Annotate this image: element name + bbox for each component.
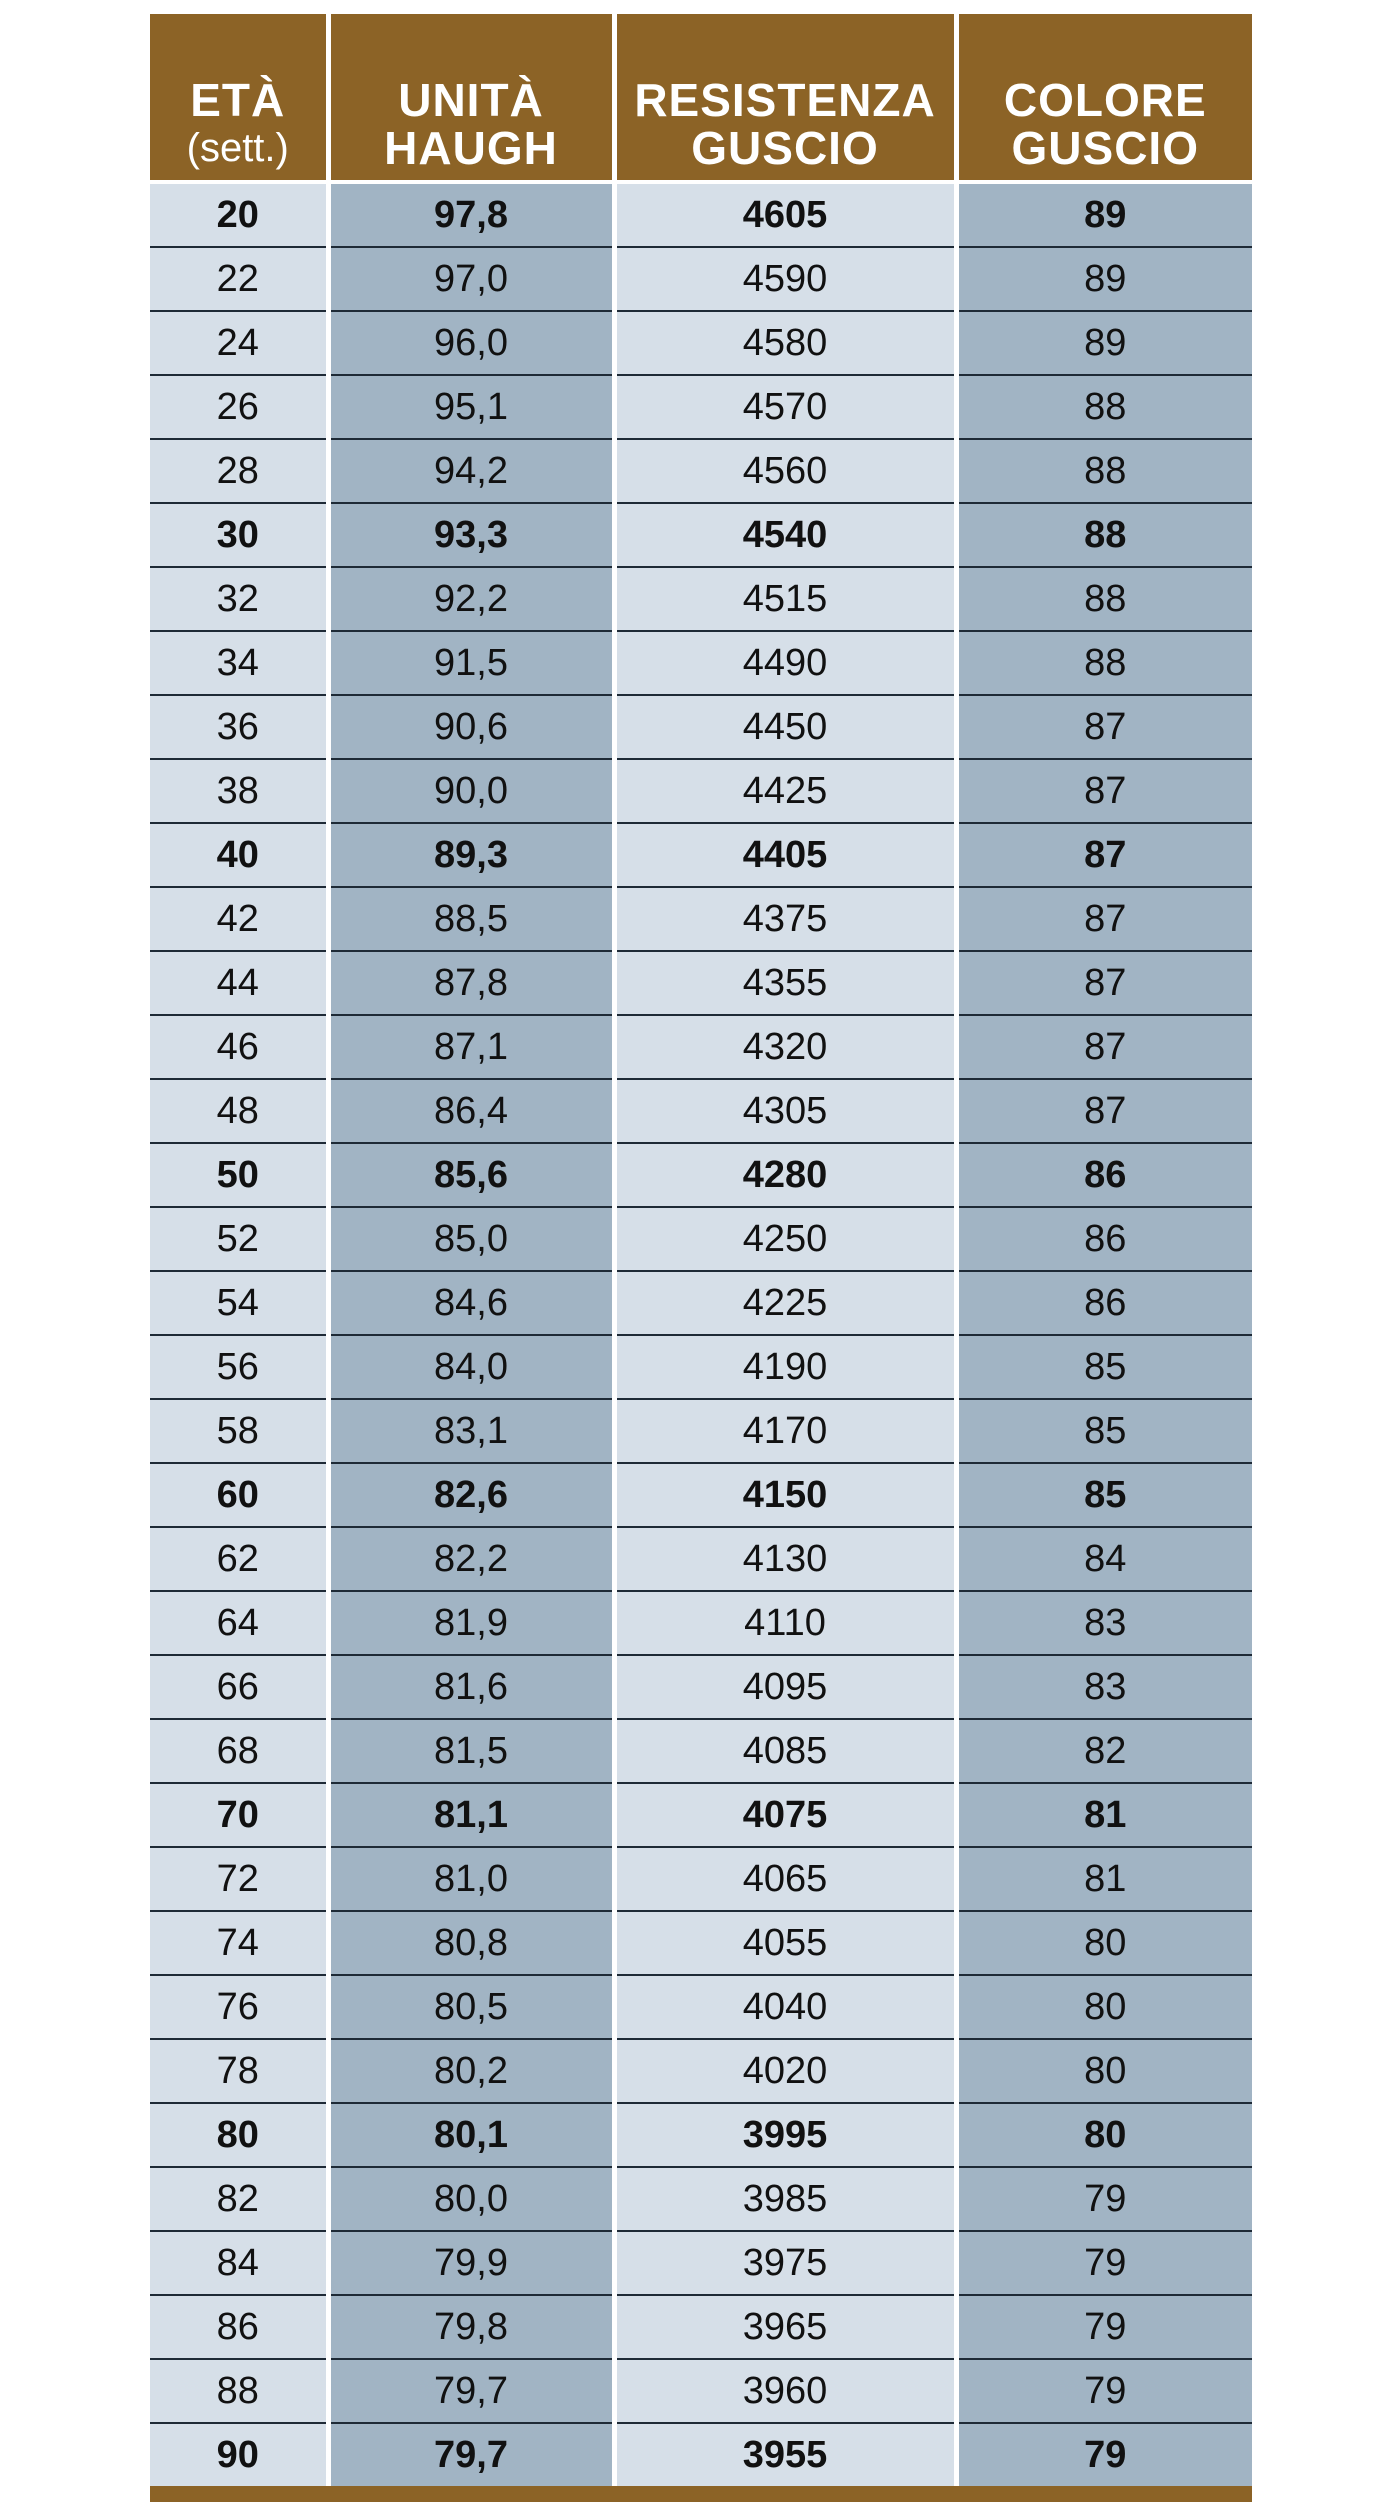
table-row — [150, 2295, 1252, 2359]
cell-haugh-units: 80,8 — [328, 1911, 614, 1975]
cell-haugh-units: 93,3 — [328, 503, 614, 567]
cell-haugh-units: 87,1 — [328, 1015, 614, 1079]
cell-age: 78 — [150, 2039, 328, 2103]
cell-shell-strength: 4250 — [614, 1207, 956, 1271]
table-row — [150, 503, 1252, 567]
cell-shell-color: 85 — [956, 1399, 1252, 1463]
cell-age: 36 — [150, 695, 328, 759]
cell-shell-strength: 4280 — [614, 1143, 956, 1207]
header-haugh-line2: HAUGH — [384, 122, 558, 174]
bottom-bar — [150, 2486, 1252, 2502]
cell-shell-strength: 4515 — [614, 567, 956, 631]
cell-haugh-units: 84,6 — [328, 1271, 614, 1335]
cell-age: 20 — [150, 182, 328, 247]
cell-age: 72 — [150, 1847, 328, 1911]
cell-shell-color: 79 — [956, 2295, 1252, 2359]
cell-age: 62 — [150, 1527, 328, 1591]
cell-shell-strength: 4375 — [614, 887, 956, 951]
cell-shell-strength: 3985 — [614, 2167, 956, 2231]
cell-shell-color: 81 — [956, 1783, 1252, 1847]
cell-shell-color: 88 — [956, 439, 1252, 503]
table-row — [150, 182, 1252, 247]
cell-shell-color: 89 — [956, 247, 1252, 311]
table-row — [150, 1079, 1252, 1143]
cell-shell-strength: 3960 — [614, 2359, 956, 2423]
cell-shell-color: 85 — [956, 1335, 1252, 1399]
cell-shell-strength: 4560 — [614, 439, 956, 503]
cell-shell-color: 85 — [956, 1463, 1252, 1527]
cell-age: 30 — [150, 503, 328, 567]
cell-shell-color: 87 — [956, 823, 1252, 887]
table-row — [150, 1975, 1252, 2039]
table-row — [150, 1847, 1252, 1911]
cell-age: 66 — [150, 1655, 328, 1719]
table-row — [150, 2167, 1252, 2231]
cell-haugh-units: 97,0 — [328, 247, 614, 311]
cell-haugh-units: 81,6 — [328, 1655, 614, 1719]
cell-shell-strength: 4040 — [614, 1975, 956, 2039]
cell-haugh-units: 81,5 — [328, 1719, 614, 1783]
header-color-line1: COLORE — [1003, 74, 1207, 126]
header-haugh-units — [328, 14, 614, 182]
table-row — [150, 567, 1252, 631]
cell-haugh-units: 81,1 — [328, 1783, 614, 1847]
cell-shell-strength: 4150 — [614, 1463, 956, 1527]
cell-age: 74 — [150, 1911, 328, 1975]
table-row — [150, 823, 1252, 887]
cell-shell-strength: 4130 — [614, 1527, 956, 1591]
cell-shell-color: 89 — [956, 311, 1252, 375]
header-age — [150, 14, 328, 182]
cell-shell-color: 86 — [956, 1207, 1252, 1271]
table-row — [150, 2359, 1252, 2423]
cell-haugh-units: 80,5 — [328, 1975, 614, 2039]
cell-haugh-units: 85,0 — [328, 1207, 614, 1271]
cell-shell-color: 80 — [956, 1911, 1252, 1975]
table-row — [150, 1783, 1252, 1847]
cell-shell-color: 79 — [956, 2167, 1252, 2231]
cell-shell-color: 81 — [956, 1847, 1252, 1911]
table-row — [150, 1335, 1252, 1399]
cell-shell-strength: 4055 — [614, 1911, 956, 1975]
cell-haugh-units: 80,2 — [328, 2039, 614, 2103]
cell-haugh-units: 95,1 — [328, 375, 614, 439]
header-age-line1: ETÀ — [190, 74, 286, 126]
cell-haugh-units: 81,0 — [328, 1847, 614, 1911]
cell-shell-color: 86 — [956, 1143, 1252, 1207]
table-row — [150, 1207, 1252, 1271]
cell-age: 68 — [150, 1719, 328, 1783]
cell-shell-color: 87 — [956, 887, 1252, 951]
cell-haugh-units: 90,6 — [328, 695, 614, 759]
cell-haugh-units: 79,9 — [328, 2231, 614, 2295]
cell-shell-strength: 4580 — [614, 311, 956, 375]
cell-age: 54 — [150, 1271, 328, 1335]
cell-shell-color: 88 — [956, 631, 1252, 695]
cell-shell-strength: 4605 — [614, 182, 956, 247]
cell-age: 24 — [150, 311, 328, 375]
cell-shell-color: 80 — [956, 2039, 1252, 2103]
cell-shell-color: 87 — [956, 1079, 1252, 1143]
cell-shell-color: 83 — [956, 1591, 1252, 1655]
cell-age: 84 — [150, 2231, 328, 2295]
table-row — [150, 247, 1252, 311]
cell-shell-color: 88 — [956, 567, 1252, 631]
cell-age: 46 — [150, 1015, 328, 1079]
cell-shell-strength: 4170 — [614, 1399, 956, 1463]
header-shell-color — [956, 14, 1252, 182]
cell-shell-color: 84 — [956, 1527, 1252, 1591]
cell-haugh-units: 86,4 — [328, 1079, 614, 1143]
cell-age: 76 — [150, 1975, 328, 2039]
cell-shell-strength: 4450 — [614, 695, 956, 759]
cell-age: 60 — [150, 1463, 328, 1527]
cell-haugh-units: 94,2 — [328, 439, 614, 503]
cell-shell-color: 79 — [956, 2423, 1252, 2486]
table-row — [150, 375, 1252, 439]
cell-age: 80 — [150, 2103, 328, 2167]
cell-shell-color: 82 — [956, 1719, 1252, 1783]
cell-shell-color: 89 — [956, 182, 1252, 247]
table-row — [150, 1719, 1252, 1783]
cell-shell-color: 86 — [956, 1271, 1252, 1335]
cell-shell-strength: 3975 — [614, 2231, 956, 2295]
cell-shell-strength: 4425 — [614, 759, 956, 823]
table-row — [150, 887, 1252, 951]
table-row — [150, 1911, 1252, 1975]
cell-age: 38 — [150, 759, 328, 823]
table-row — [150, 1143, 1252, 1207]
cell-haugh-units: 97,8 — [328, 182, 614, 247]
cell-shell-color: 88 — [956, 375, 1252, 439]
cell-shell-color: 83 — [956, 1655, 1252, 1719]
cell-haugh-units: 88,5 — [328, 887, 614, 951]
cell-shell-strength: 3955 — [614, 2423, 956, 2486]
cell-haugh-units: 82,6 — [328, 1463, 614, 1527]
egg-quality-table-wrapper — [150, 14, 1252, 2502]
cell-age: 70 — [150, 1783, 328, 1847]
cell-age: 82 — [150, 2167, 328, 2231]
cell-shell-strength: 4020 — [614, 2039, 956, 2103]
table-body — [150, 182, 1252, 2486]
cell-age: 48 — [150, 1079, 328, 1143]
header-row — [150, 14, 1252, 182]
cell-haugh-units: 81,9 — [328, 1591, 614, 1655]
cell-shell-strength: 4570 — [614, 375, 956, 439]
cell-shell-strength: 4490 — [614, 631, 956, 695]
cell-haugh-units: 90,0 — [328, 759, 614, 823]
cell-haugh-units: 91,5 — [328, 631, 614, 695]
cell-haugh-units: 83,1 — [328, 1399, 614, 1463]
cell-haugh-units: 80,1 — [328, 2103, 614, 2167]
table-row — [150, 759, 1252, 823]
table-row — [150, 695, 1252, 759]
cell-age: 88 — [150, 2359, 328, 2423]
cell-haugh-units: 96,0 — [328, 311, 614, 375]
cell-age: 42 — [150, 887, 328, 951]
cell-shell-strength: 3995 — [614, 2103, 956, 2167]
header-haugh-line1: UNITÀ — [398, 74, 544, 126]
cell-shell-strength: 4305 — [614, 1079, 956, 1143]
cell-age: 34 — [150, 631, 328, 695]
table-row — [150, 2039, 1252, 2103]
cell-age: 40 — [150, 823, 328, 887]
cell-shell-strength: 4225 — [614, 1271, 956, 1335]
cell-shell-strength: 4190 — [614, 1335, 956, 1399]
header-age-line2: (sett.) — [186, 126, 289, 170]
egg-quality-table — [150, 14, 1252, 2486]
cell-haugh-units: 85,6 — [328, 1143, 614, 1207]
table-row — [150, 2231, 1252, 2295]
table-row — [150, 311, 1252, 375]
table-header — [150, 14, 1252, 182]
cell-haugh-units: 87,8 — [328, 951, 614, 1015]
cell-shell-strength: 4110 — [614, 1591, 956, 1655]
cell-age: 64 — [150, 1591, 328, 1655]
cell-haugh-units: 92,2 — [328, 567, 614, 631]
cell-shell-color: 79 — [956, 2231, 1252, 2295]
header-color-line2: GUSCIO — [1011, 122, 1199, 174]
table-row — [150, 1399, 1252, 1463]
cell-age: 56 — [150, 1335, 328, 1399]
table-row — [150, 1463, 1252, 1527]
cell-shell-strength: 4590 — [614, 247, 956, 311]
cell-shell-strength: 4405 — [614, 823, 956, 887]
cell-shell-color: 88 — [956, 503, 1252, 567]
cell-age: 44 — [150, 951, 328, 1015]
cell-haugh-units: 89,3 — [328, 823, 614, 887]
table-row — [150, 1527, 1252, 1591]
cell-shell-color: 80 — [956, 1975, 1252, 2039]
cell-shell-color: 79 — [956, 2359, 1252, 2423]
cell-shell-strength: 3965 — [614, 2295, 956, 2359]
cell-haugh-units: 79,7 — [328, 2423, 614, 2486]
table-row — [150, 1271, 1252, 1335]
cell-shell-color: 87 — [956, 759, 1252, 823]
cell-shell-strength: 4065 — [614, 1847, 956, 1911]
cell-shell-strength: 4355 — [614, 951, 956, 1015]
cell-age: 32 — [150, 567, 328, 631]
table-row — [150, 1591, 1252, 1655]
cell-shell-color: 80 — [956, 2103, 1252, 2167]
table-row — [150, 631, 1252, 695]
cell-age: 50 — [150, 1143, 328, 1207]
cell-age: 86 — [150, 2295, 328, 2359]
cell-shell-strength: 4320 — [614, 1015, 956, 1079]
cell-shell-strength: 4095 — [614, 1655, 956, 1719]
cell-haugh-units: 80,0 — [328, 2167, 614, 2231]
cell-shell-strength: 4085 — [614, 1719, 956, 1783]
cell-age: 52 — [150, 1207, 328, 1271]
table-row — [150, 951, 1252, 1015]
cell-shell-color: 87 — [956, 1015, 1252, 1079]
cell-haugh-units: 79,7 — [328, 2359, 614, 2423]
table-row — [150, 439, 1252, 503]
header-strength-line1: RESISTENZA — [634, 74, 936, 126]
table-row — [150, 2103, 1252, 2167]
table-row — [150, 1655, 1252, 1719]
cell-shell-color: 87 — [956, 695, 1252, 759]
cell-age: 90 — [150, 2423, 328, 2486]
table-row — [150, 2423, 1252, 2486]
header-shell-strength — [614, 14, 956, 182]
cell-shell-strength: 4075 — [614, 1783, 956, 1847]
cell-haugh-units: 79,8 — [328, 2295, 614, 2359]
cell-shell-color: 87 — [956, 951, 1252, 1015]
header-strength-line2: GUSCIO — [691, 122, 879, 174]
table-row — [150, 1015, 1252, 1079]
cell-age: 26 — [150, 375, 328, 439]
cell-age: 58 — [150, 1399, 328, 1463]
cell-shell-strength: 4540 — [614, 503, 956, 567]
cell-age: 22 — [150, 247, 328, 311]
cell-age: 28 — [150, 439, 328, 503]
cell-haugh-units: 84,0 — [328, 1335, 614, 1399]
cell-haugh-units: 82,2 — [328, 1527, 614, 1591]
